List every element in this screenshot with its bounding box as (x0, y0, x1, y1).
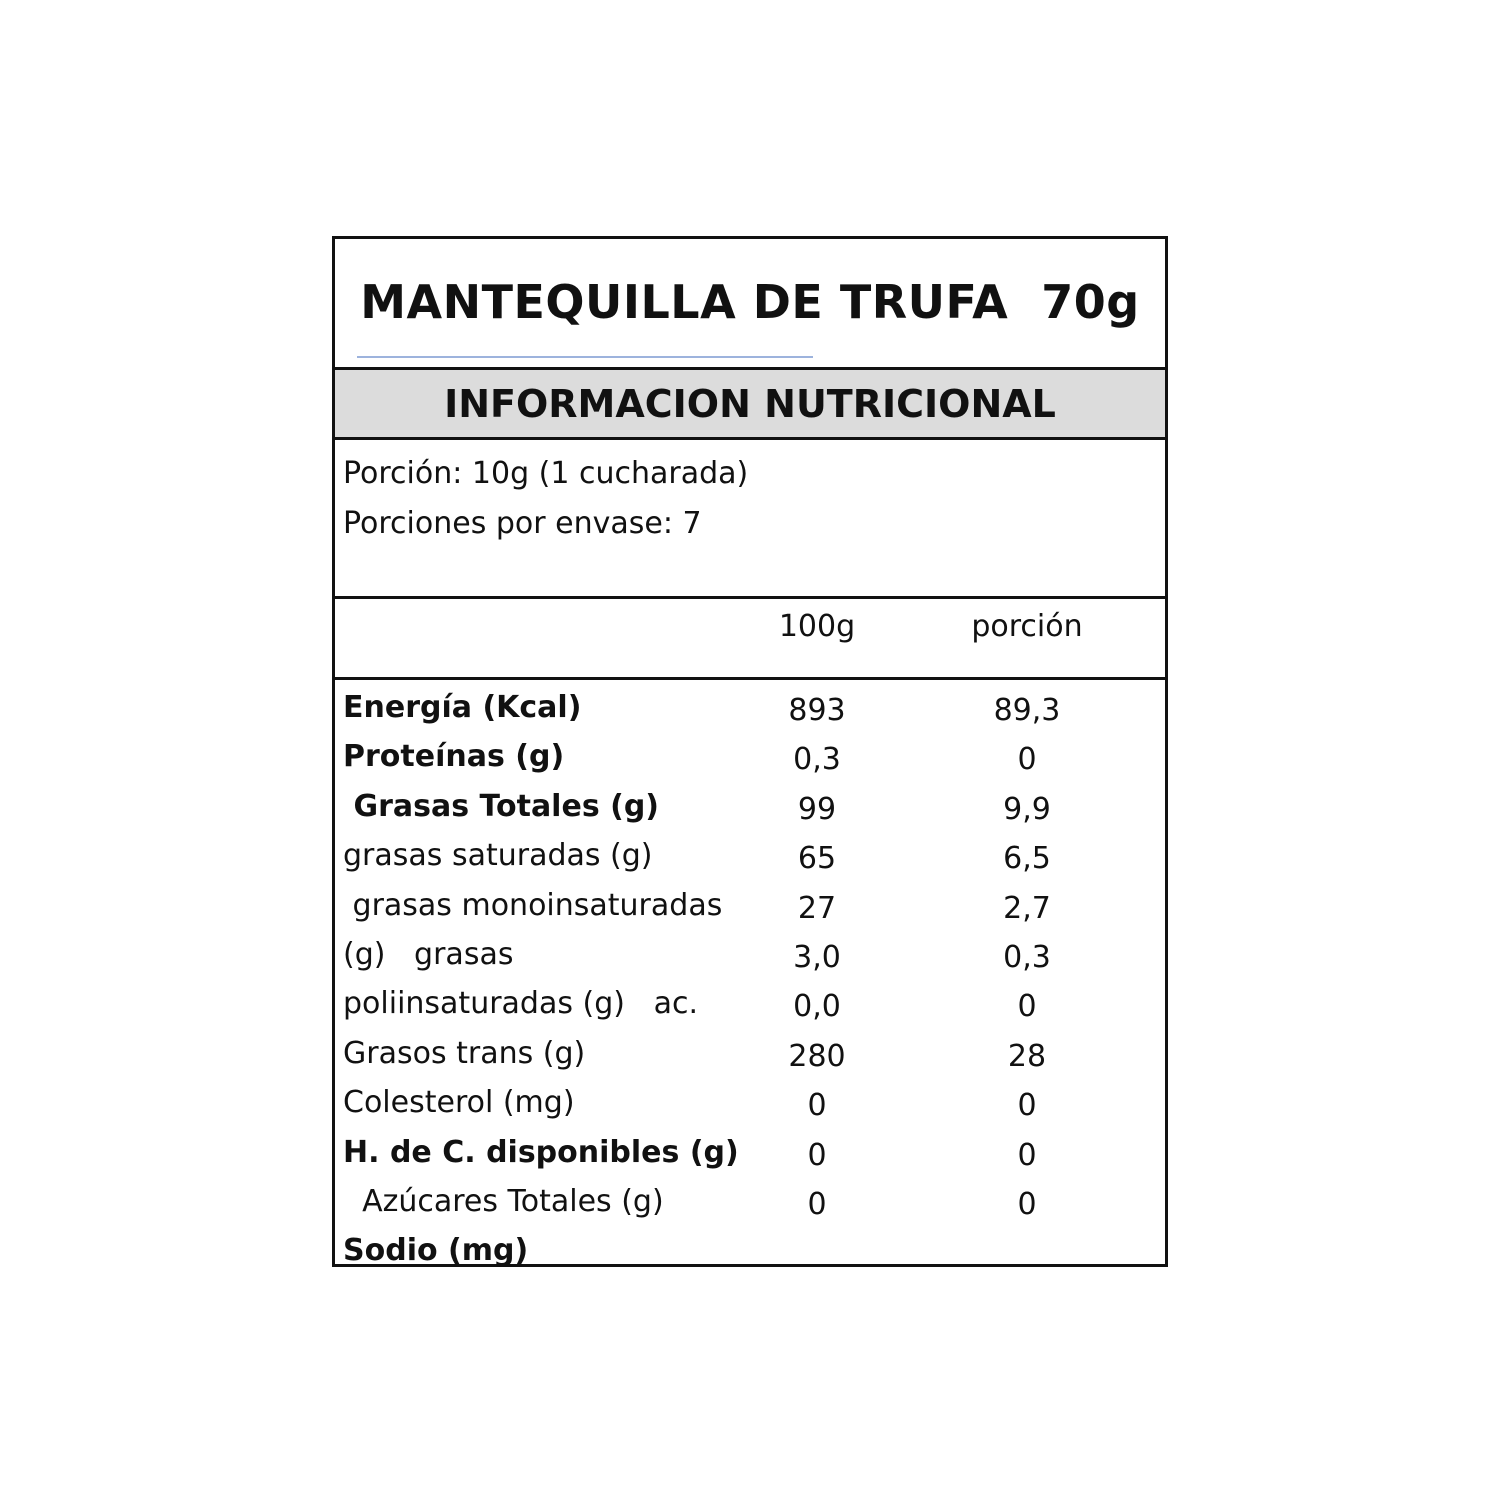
nutrient-row (335, 838, 1165, 888)
nutrient-value-100g: 0 (807, 1137, 827, 1173)
nutrient-value-100g: 0 (807, 1187, 827, 1222)
title-underline (357, 356, 813, 358)
nutrient-value-portion: 28 (1007, 1038, 1047, 1074)
nutrient-row (335, 1036, 1165, 1086)
nutrient-name: (g) grasas (343, 937, 514, 972)
divider-columns (335, 677, 1165, 680)
nutrient-row (335, 937, 1165, 987)
column-header-100g: 100g (778, 609, 856, 644)
title-row (335, 239, 1165, 367)
product-title: MANTEQUILLA DE TRUFA 70g (360, 275, 1140, 329)
serving-info (343, 449, 748, 549)
nutrient-row (335, 1085, 1165, 1135)
nutrient-name: Grasas Totales (g) (343, 788, 660, 824)
nutrient-value-portion: 0 (1017, 989, 1037, 1025)
serving-portion: Porción: 10g (1 cucharada) (343, 456, 749, 491)
nutrient-value-100g: 280 (788, 1038, 846, 1074)
nutrient-value-100g: 99 (797, 791, 837, 827)
nutrient-row (335, 986, 1165, 1036)
serving-portions-per-package: Porciones por envase: 7 (343, 506, 702, 541)
column-header-portion: porción (971, 609, 1083, 644)
nutrient-value-portion: 89,3 (993, 693, 1061, 728)
nutrient-value-100g: 0 (807, 1088, 827, 1124)
nutrient-name: Colesterol (mg) (343, 1085, 575, 1121)
nutrient-value-portion: 9,9 (1003, 791, 1051, 827)
nutrient-name: Azúcares Totales (g) (343, 1184, 664, 1219)
nutrient-value-100g: 893 (788, 693, 846, 728)
nutrient-name: Energía (Kcal) (343, 690, 582, 725)
nutrient-name: poliinsaturadas (g) ac. (343, 986, 698, 1022)
nutrient-row (335, 888, 1165, 938)
nutrient-value-100g: 65 (797, 841, 837, 877)
section-title: INFORMACION NUTRICIONAL (444, 382, 1056, 426)
nutrient-value-portion: 0,3 (1003, 940, 1051, 975)
nutrient-row (335, 789, 1165, 839)
nutrient-value-100g: 0,0 (793, 989, 841, 1025)
nutrient-name: Sodio (mg) (343, 1233, 529, 1269)
nutrient-value-portion: 0 (1017, 1137, 1037, 1173)
nutrient-row (335, 1135, 1165, 1185)
nutrient-value-portion: 0 (1017, 742, 1037, 778)
nutrient-value-portion: 6,5 (1003, 841, 1051, 877)
divider-serving (335, 596, 1165, 599)
nutrition-label (332, 236, 1168, 1267)
nutrient-name: Grasos trans (g) (343, 1035, 586, 1071)
nutrient-value-100g: 0,3 (793, 742, 841, 778)
nutrient-row (335, 739, 1165, 789)
nutrient-name: grasas monoinsaturadas (343, 887, 723, 923)
nutrient-row (335, 1233, 1165, 1283)
nutrient-value-portion: 0 (1017, 1187, 1037, 1222)
nutrient-name: Proteínas (g) (343, 739, 565, 775)
nutrient-value-portion: 2,7 (1003, 890, 1051, 926)
nutrient-value-100g: 3,0 (793, 940, 841, 975)
section-header (335, 367, 1165, 440)
nutrient-value-portion: 0 (1017, 1088, 1037, 1124)
nutrient-row (335, 690, 1165, 740)
nutrient-value-100g: 27 (797, 890, 837, 926)
nutrient-row (335, 1184, 1165, 1234)
nutrient-name: H. de C. disponibles (g) (343, 1134, 739, 1170)
nutrient-name: grasas saturadas (g) (343, 838, 653, 874)
